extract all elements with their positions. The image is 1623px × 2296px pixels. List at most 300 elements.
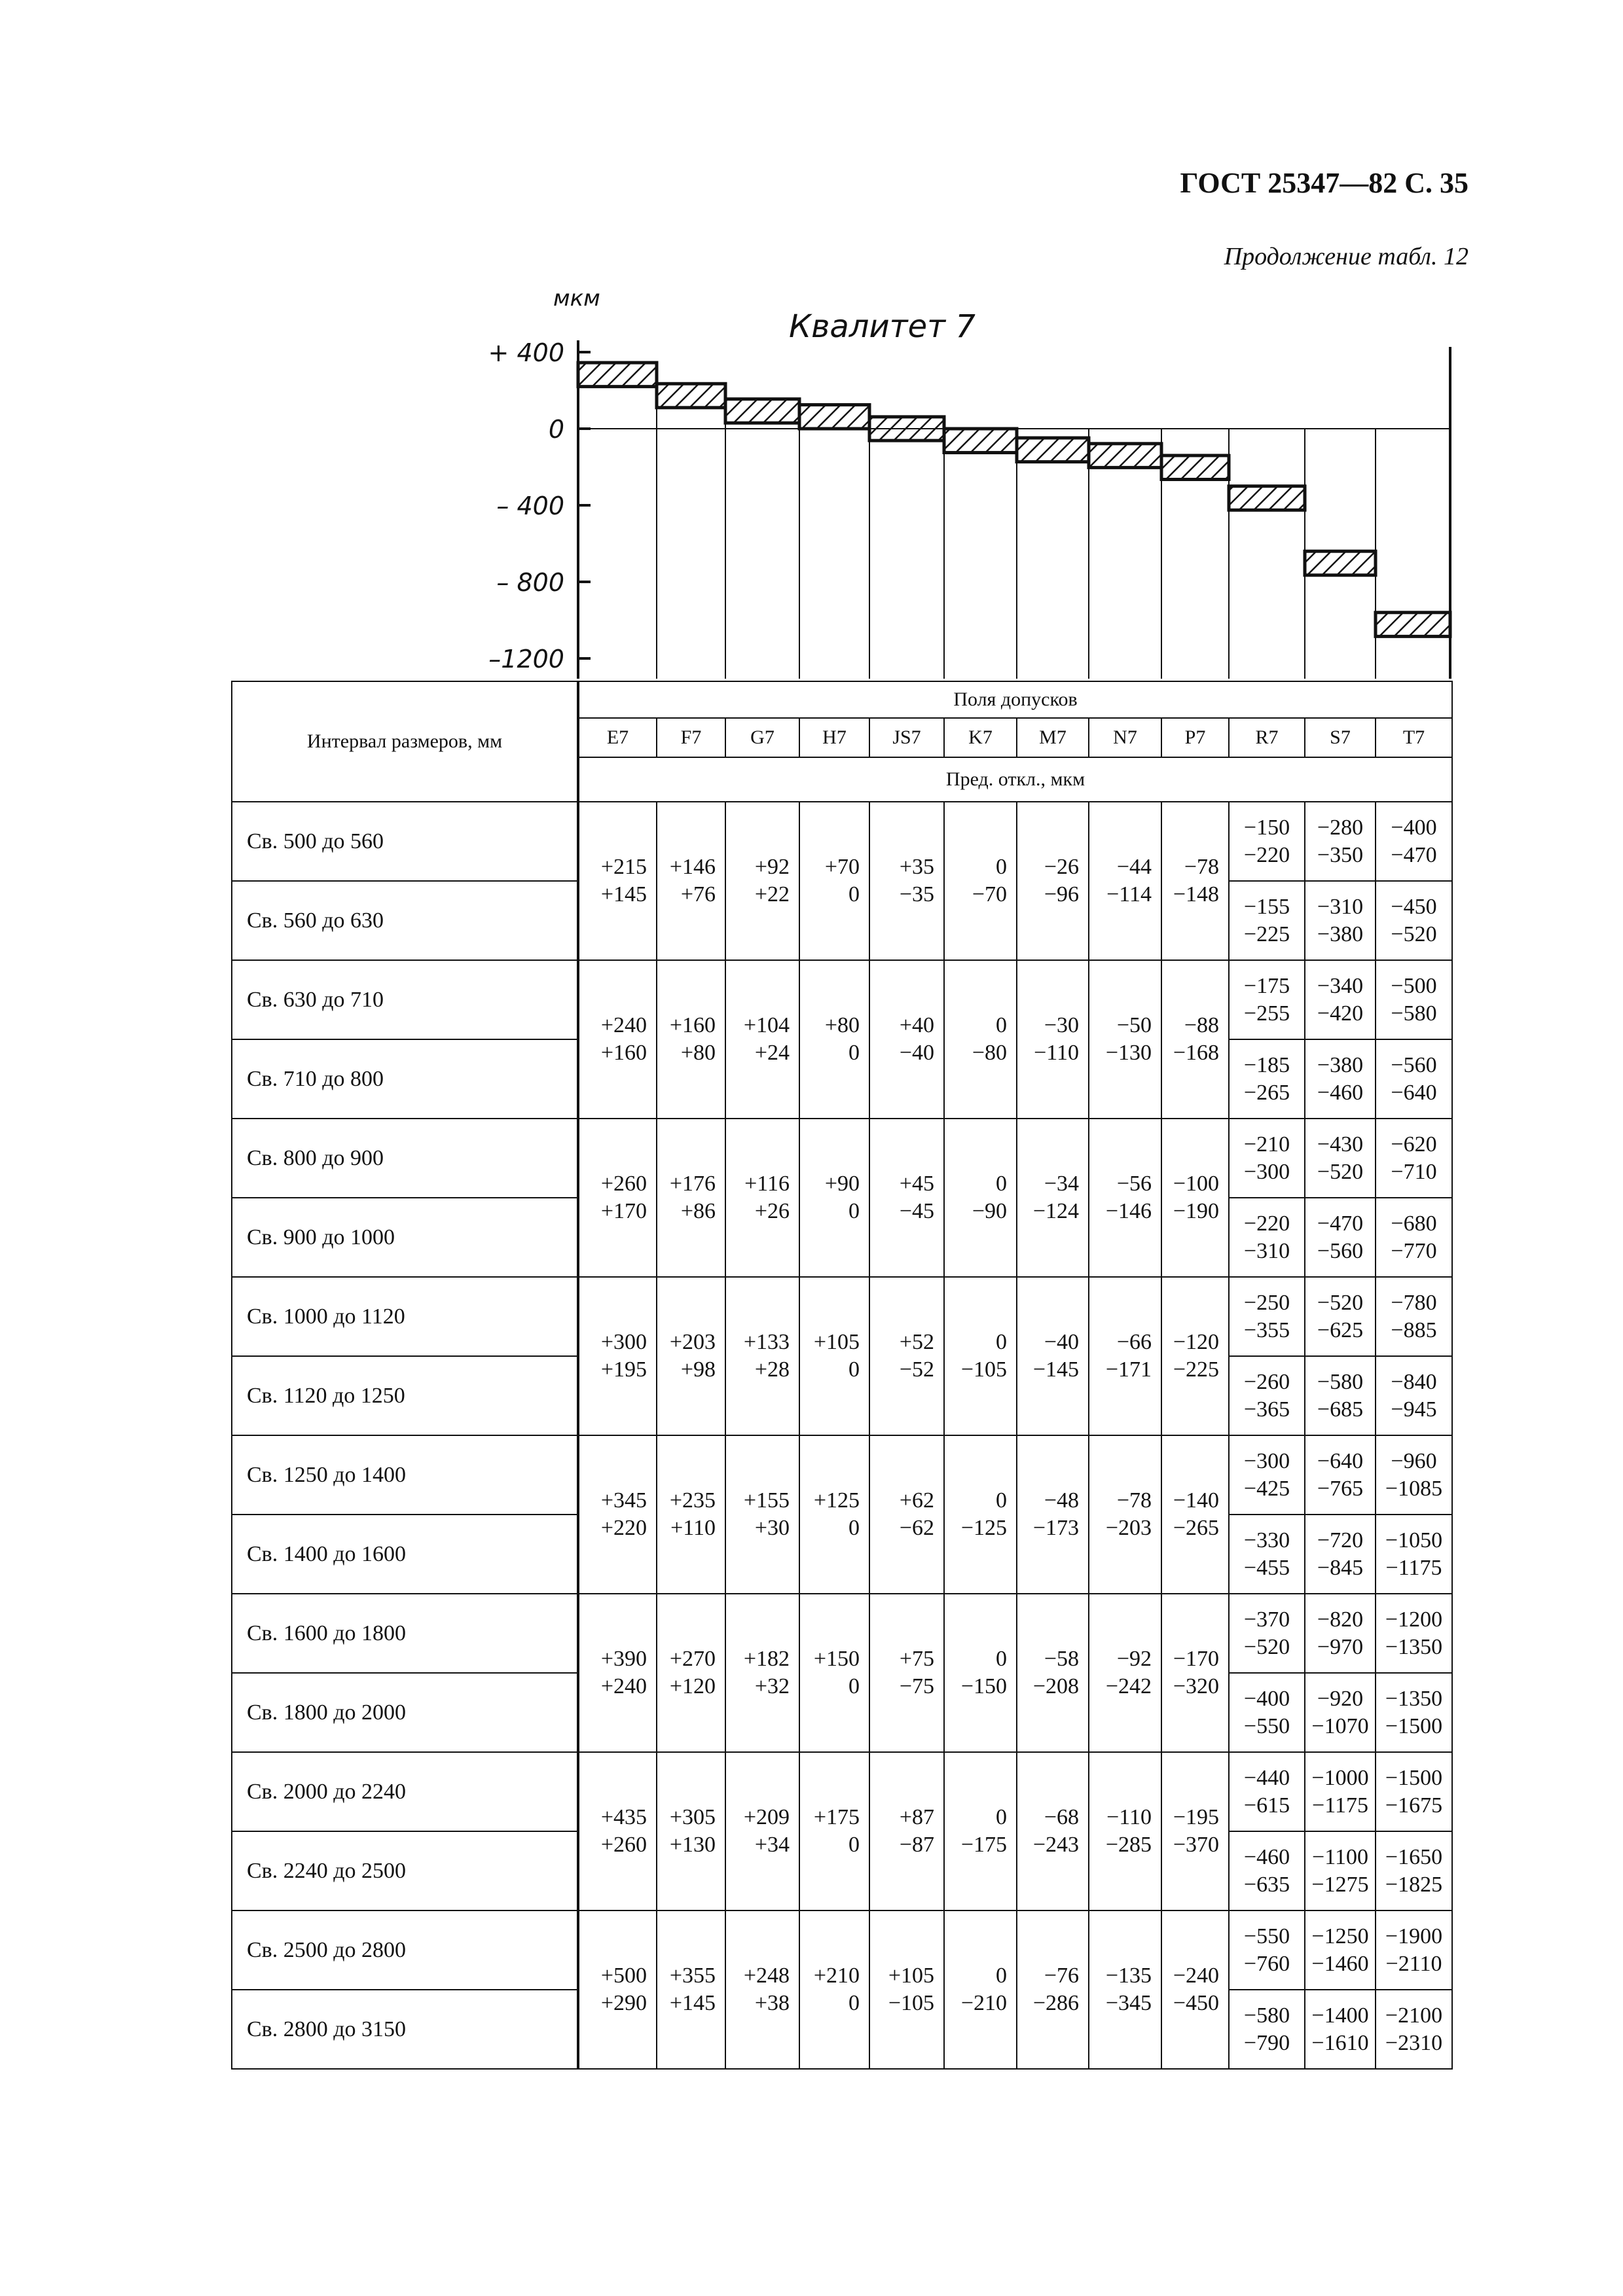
deviation-cell-n7 xyxy=(1089,1119,1161,1277)
lower-deviation: −114 xyxy=(1106,882,1152,906)
deviation-cell-p7 xyxy=(1161,1119,1229,1277)
deviation-cell-s7 xyxy=(1305,960,1376,1039)
upper-deviation: −44 xyxy=(1116,855,1152,879)
lower-deviation: +130 xyxy=(669,1833,716,1857)
column-header-f7 xyxy=(657,718,725,757)
lower-deviation: −450 xyxy=(1173,1991,1219,2015)
lower-deviation: +22 xyxy=(754,882,790,906)
lower-deviation: −845 xyxy=(1317,1555,1364,1580)
upper-deviation: −110 xyxy=(1106,1805,1152,1829)
deviation-cell-e7 xyxy=(578,802,657,960)
deviation-cell-js7 xyxy=(869,1910,944,2069)
lower-deviation: −550 xyxy=(1243,1713,1290,1738)
deviation-cell-e7 xyxy=(578,1910,657,2069)
upper-deviation: −195 xyxy=(1173,1805,1219,1829)
lower-deviation: −2310 xyxy=(1385,2030,1443,2055)
deviation-cell-s7 xyxy=(1305,1990,1376,2069)
lower-deviation: +76 xyxy=(680,882,716,906)
upper-deviation: −580 xyxy=(1243,2003,1290,2028)
interval-label xyxy=(232,1198,578,1277)
lower-deviation: +86 xyxy=(680,1199,716,1223)
interval-label xyxy=(232,1356,578,1435)
upper-deviation: −1250 xyxy=(1311,1924,1369,1948)
column-header-g7 xyxy=(725,718,799,757)
lower-deviation: −35 xyxy=(899,882,934,906)
upper-deviation: 0 xyxy=(996,855,1007,879)
lower-deviation: −1675 xyxy=(1385,1793,1443,1818)
deviation-cell-r7 xyxy=(1229,1990,1305,2069)
tolerance-chart xyxy=(0,0,1623,694)
upper-deviation: +150 xyxy=(813,1647,860,1671)
deviation-cell-s7 xyxy=(1305,1910,1376,1990)
lower-deviation: −171 xyxy=(1105,1357,1152,1382)
lower-deviation: −168 xyxy=(1173,1041,1219,1065)
upper-deviation: +87 xyxy=(899,1805,934,1829)
deviation-cell-n7 xyxy=(1089,1277,1161,1435)
upper-deviation: −48 xyxy=(1044,1488,1079,1513)
deviation-cell-e7 xyxy=(578,1277,657,1435)
upper-deviation: −220 xyxy=(1243,1211,1290,1236)
interval-label-text: Св. 1120 до 1250 xyxy=(247,1383,405,1408)
deviation-cell-p7 xyxy=(1161,1277,1229,1435)
deviation-cell-k7 xyxy=(944,1277,1017,1435)
deviation-cell-g7 xyxy=(725,1910,799,2069)
upper-deviation: −260 xyxy=(1243,1369,1290,1394)
deviation-cell-n7 xyxy=(1089,1435,1161,1594)
deviation-cell-m7 xyxy=(1017,1594,1089,1752)
deviation-cell-p7 xyxy=(1161,1910,1229,2069)
upper-deviation: 0 xyxy=(996,1172,1007,1196)
column-header-m7 xyxy=(1017,718,1089,757)
deviation-cell-js7 xyxy=(869,1435,944,1594)
chart-bar-f7 xyxy=(657,384,725,408)
chart-bar-n7 xyxy=(1089,444,1161,468)
lower-deviation: +240 xyxy=(600,1674,647,1698)
deviation-cell-h7 xyxy=(799,802,869,960)
deviation-cell-s7 xyxy=(1305,1119,1376,1198)
lower-deviation: +145 xyxy=(669,1991,716,2015)
deviation-header xyxy=(578,757,1452,802)
deviation-cell-p7 xyxy=(1161,802,1229,960)
lower-deviation: −455 xyxy=(1243,1555,1290,1580)
column-header-p7 xyxy=(1161,718,1229,757)
lower-deviation: −124 xyxy=(1032,1199,1079,1223)
deviation-cell-m7 xyxy=(1017,802,1089,960)
upper-deviation: −470 xyxy=(1317,1211,1364,1236)
upper-deviation: −78 xyxy=(1184,855,1219,879)
upper-deviation: −140 xyxy=(1173,1488,1219,1513)
lower-deviation: +26 xyxy=(754,1199,790,1223)
table-row xyxy=(232,1752,1452,1831)
lower-deviation: 0 xyxy=(848,1357,860,1382)
deviation-cell-g7 xyxy=(725,960,799,1119)
lower-deviation: −790 xyxy=(1243,2030,1290,2055)
chart-bar-g7 xyxy=(725,399,799,423)
lower-deviation: −145 xyxy=(1032,1357,1079,1382)
interval-label xyxy=(232,1277,578,1356)
deviation-cell-r7 xyxy=(1229,960,1305,1039)
upper-deviation: +125 xyxy=(813,1488,860,1513)
lower-deviation: −615 xyxy=(1243,1793,1290,1818)
deviation-cell-t7 xyxy=(1376,1752,1452,1831)
upper-deviation: −1050 xyxy=(1385,1528,1443,1552)
lower-deviation: −220 xyxy=(1243,842,1290,867)
upper-deviation: +52 xyxy=(899,1330,934,1354)
deviation-cell-t7 xyxy=(1376,1198,1452,1277)
deviation-cell-s7 xyxy=(1305,1435,1376,1515)
column-header-label: S7 xyxy=(1330,726,1351,748)
lower-deviation: −640 xyxy=(1391,1080,1437,1105)
lower-deviation: −110 xyxy=(1034,1041,1079,1065)
upper-deviation: +90 xyxy=(824,1172,860,1196)
chart-tick-label: –1200 xyxy=(488,645,564,673)
upper-deviation: −26 xyxy=(1044,855,1079,879)
deviation-cell-t7 xyxy=(1376,1673,1452,1752)
upper-deviation: −1100 xyxy=(1312,1844,1368,1869)
upper-deviation: 0 xyxy=(996,1013,1007,1037)
lower-deviation: +120 xyxy=(669,1674,716,1698)
upper-deviation: −300 xyxy=(1243,1448,1290,1473)
deviation-cell-h7 xyxy=(799,1910,869,2069)
upper-deviation: +235 xyxy=(669,1488,716,1513)
column-header-label: F7 xyxy=(680,726,702,748)
lower-deviation: −242 xyxy=(1105,1674,1152,1698)
upper-deviation: +270 xyxy=(669,1647,716,1671)
deviation-cell-k7 xyxy=(944,1910,1017,2069)
upper-deviation: −135 xyxy=(1105,1964,1152,1988)
deviation-cell-s7 xyxy=(1305,1673,1376,1752)
upper-deviation: +390 xyxy=(600,1647,647,1671)
column-header-label: M7 xyxy=(1039,726,1067,748)
upper-deviation: −88 xyxy=(1184,1013,1219,1037)
lower-deviation: +170 xyxy=(600,1199,647,1223)
column-header-label: G7 xyxy=(750,726,775,748)
lower-deviation: −1500 xyxy=(1385,1713,1443,1738)
lower-deviation: −148 xyxy=(1173,882,1219,906)
deviation-cell-t7 xyxy=(1376,1831,1452,1910)
column-header-e7 xyxy=(578,718,657,757)
deviation-cell-js7 xyxy=(869,1752,944,1910)
deviation-cell-t7 xyxy=(1376,1277,1452,1356)
table-row xyxy=(232,960,1452,1039)
upper-deviation: −66 xyxy=(1116,1330,1152,1354)
upper-deviation: −175 xyxy=(1243,973,1290,998)
upper-deviation: −78 xyxy=(1116,1488,1152,1513)
lower-deviation: −1175 xyxy=(1312,1793,1368,1818)
chart-bar-r7 xyxy=(1229,486,1305,511)
lower-deviation: −765 xyxy=(1317,1476,1364,1501)
deviation-cell-n7 xyxy=(1089,1910,1161,2069)
lower-deviation: −320 xyxy=(1173,1674,1219,1698)
upper-deviation: −240 xyxy=(1173,1964,1219,1988)
deviation-cell-m7 xyxy=(1017,1277,1089,1435)
upper-deviation: +62 xyxy=(899,1488,934,1513)
upper-deviation: +248 xyxy=(743,1964,790,1988)
upper-deviation: −340 xyxy=(1317,973,1364,998)
lower-deviation: +98 xyxy=(680,1357,716,1382)
lower-deviation: −90 xyxy=(972,1199,1007,1223)
interval-label xyxy=(232,881,578,960)
chart-bar-t7 xyxy=(1376,613,1450,637)
chart-tick-label: 0 xyxy=(548,415,564,444)
upper-deviation: +105 xyxy=(813,1330,860,1354)
lower-deviation: −1350 xyxy=(1385,1634,1443,1659)
chart-bar-e7 xyxy=(578,363,657,387)
interval-label-text: Св. 1250 до 1400 xyxy=(247,1462,407,1487)
deviation-cell-r7 xyxy=(1229,1752,1305,1831)
upper-deviation: −580 xyxy=(1317,1369,1364,1394)
upper-deviation: +80 xyxy=(824,1013,860,1037)
upper-deviation: +500 xyxy=(600,1964,647,1988)
deviation-cell-h7 xyxy=(799,1594,869,1752)
deviation-cell-m7 xyxy=(1017,1435,1089,1594)
lower-deviation: −770 xyxy=(1391,1238,1437,1263)
deviation-cell-r7 xyxy=(1229,1594,1305,1673)
deviation-header-text: Пред. откл., мкм xyxy=(945,768,1085,790)
lower-deviation: +32 xyxy=(754,1674,790,1698)
upper-deviation: +345 xyxy=(600,1488,647,1513)
column-header-s7 xyxy=(1305,718,1376,757)
upper-deviation: 0 xyxy=(996,1330,1007,1354)
lower-deviation: −190 xyxy=(1173,1199,1219,1223)
upper-deviation: −500 xyxy=(1391,973,1437,998)
upper-deviation: −640 xyxy=(1317,1448,1364,1473)
lower-deviation: +290 xyxy=(600,1991,647,2015)
lower-deviation: −52 xyxy=(899,1357,934,1382)
deviation-cell-t7 xyxy=(1376,960,1452,1039)
deviation-cell-e7 xyxy=(578,1435,657,1594)
deviation-cell-s7 xyxy=(1305,802,1376,881)
lower-deviation: −125 xyxy=(960,1516,1007,1540)
lower-deviation: −208 xyxy=(1032,1674,1079,1698)
interval-label xyxy=(232,1435,578,1515)
deviation-cell-t7 xyxy=(1376,802,1452,881)
deviation-cell-s7 xyxy=(1305,1198,1376,1277)
interval-label-text: Св. 2240 до 2500 xyxy=(247,1858,407,1883)
upper-deviation: +260 xyxy=(600,1172,647,1196)
column-header-h7 xyxy=(799,718,869,757)
upper-deviation: −100 xyxy=(1173,1172,1219,1196)
chart-bar-p7 xyxy=(1161,456,1229,480)
lower-deviation: −1275 xyxy=(1311,1872,1369,1897)
interval-label xyxy=(232,960,578,1039)
table-row xyxy=(232,1594,1452,1673)
deviation-cell-s7 xyxy=(1305,1515,1376,1594)
lower-deviation: +195 xyxy=(600,1357,647,1382)
fields-header xyxy=(578,681,1452,718)
upper-deviation: −400 xyxy=(1391,815,1437,840)
upper-deviation: −920 xyxy=(1317,1686,1364,1711)
lower-deviation: −175 xyxy=(960,1833,1007,1857)
column-header-label: K7 xyxy=(968,726,993,748)
deviation-cell-f7 xyxy=(657,1910,725,2069)
chart-tick-label: – 800 xyxy=(496,568,564,597)
deviation-cell-k7 xyxy=(944,1752,1017,1910)
upper-deviation: −960 xyxy=(1391,1448,1437,1473)
deviation-cell-m7 xyxy=(1017,1910,1089,2069)
interval-label-text: Св. 900 до 1000 xyxy=(247,1225,395,1249)
lower-deviation: −625 xyxy=(1317,1318,1364,1342)
lower-deviation: −1610 xyxy=(1311,2030,1369,2055)
interval-label xyxy=(232,1039,578,1119)
deviation-cell-r7 xyxy=(1229,1119,1305,1198)
upper-deviation: +104 xyxy=(743,1013,790,1037)
upper-deviation: +40 xyxy=(899,1013,934,1037)
deviation-cell-p7 xyxy=(1161,960,1229,1119)
lower-deviation: +160 xyxy=(600,1041,647,1065)
lower-deviation: −345 xyxy=(1105,1991,1152,2015)
lower-deviation: −105 xyxy=(960,1357,1007,1382)
continuation-note: Продолжение табл. 12 xyxy=(1224,243,1468,270)
deviation-cell-f7 xyxy=(657,1277,725,1435)
lower-deviation: −350 xyxy=(1317,842,1364,867)
upper-deviation: +182 xyxy=(743,1647,790,1671)
lower-deviation: −173 xyxy=(1032,1516,1079,1540)
lower-deviation: −62 xyxy=(899,1516,934,1540)
deviation-cell-f7 xyxy=(657,960,725,1119)
lower-deviation: −70 xyxy=(972,882,1007,906)
lower-deviation: −710 xyxy=(1391,1159,1437,1184)
lower-deviation: 0 xyxy=(848,1991,860,2015)
upper-deviation: +210 xyxy=(813,1964,860,1988)
lower-deviation: −265 xyxy=(1173,1516,1219,1540)
lower-deviation: −286 xyxy=(1032,1991,1079,2015)
interval-label xyxy=(232,1515,578,1594)
deviation-cell-s7 xyxy=(1305,881,1376,960)
lower-deviation: −685 xyxy=(1317,1397,1364,1422)
lower-deviation: −1070 xyxy=(1311,1713,1369,1738)
upper-deviation: +240 xyxy=(600,1013,647,1037)
deviation-cell-f7 xyxy=(657,1119,725,1277)
deviation-cell-f7 xyxy=(657,1435,725,1594)
deviation-cell-h7 xyxy=(799,1119,869,1277)
deviation-cell-e7 xyxy=(578,1119,657,1277)
interval-label-text: Св. 1800 до 2000 xyxy=(247,1700,407,1725)
interval-label xyxy=(232,1119,578,1198)
lower-deviation: −300 xyxy=(1243,1159,1290,1184)
deviation-cell-r7 xyxy=(1229,1198,1305,1277)
lower-deviation: −225 xyxy=(1173,1357,1219,1382)
deviation-cell-s7 xyxy=(1305,1594,1376,1673)
upper-deviation: +116 xyxy=(744,1172,790,1196)
column-header-t7 xyxy=(1376,718,1452,757)
upper-deviation: +435 xyxy=(600,1805,647,1829)
fields-header-text: Поля допусков xyxy=(953,689,1078,710)
upper-deviation: −185 xyxy=(1243,1052,1290,1077)
upper-deviation: +176 xyxy=(669,1172,716,1196)
interval-label xyxy=(232,1673,578,1752)
upper-deviation: +146 xyxy=(669,855,716,879)
deviation-cell-js7 xyxy=(869,1119,944,1277)
lower-deviation: −460 xyxy=(1317,1080,1364,1105)
chart-tick-label: – 400 xyxy=(496,492,564,520)
deviation-cell-r7 xyxy=(1229,1435,1305,1515)
lower-deviation: −1460 xyxy=(1311,1951,1369,1976)
deviation-cell-m7 xyxy=(1017,960,1089,1119)
interval-label xyxy=(232,1831,578,1910)
lower-deviation: −355 xyxy=(1243,1318,1290,1342)
upper-deviation: +300 xyxy=(600,1330,647,1354)
interval-label-text: Св. 2500 до 2800 xyxy=(247,1937,407,1962)
table-row xyxy=(232,1277,1452,1356)
lower-deviation: −40 xyxy=(899,1041,934,1065)
deviation-cell-r7 xyxy=(1229,1910,1305,1990)
deviation-cell-js7 xyxy=(869,1277,944,1435)
lower-deviation: −520 xyxy=(1391,922,1437,946)
deviation-cell-g7 xyxy=(725,802,799,960)
chart-bar-m7 xyxy=(1017,438,1089,462)
lower-deviation: −885 xyxy=(1391,1318,1437,1342)
lower-deviation: −1175 xyxy=(1385,1555,1442,1580)
lower-deviation: 0 xyxy=(848,1041,860,1065)
upper-deviation: −34 xyxy=(1044,1172,1079,1196)
column-header-r7 xyxy=(1229,718,1305,757)
chart-bar-h7 xyxy=(799,404,869,429)
lower-deviation: −285 xyxy=(1105,1833,1152,1857)
lower-deviation: 0 xyxy=(848,882,860,906)
deviation-cell-f7 xyxy=(657,802,725,960)
deviation-cell-g7 xyxy=(725,1752,799,1910)
deviation-cell-k7 xyxy=(944,802,1017,960)
deviation-cell-r7 xyxy=(1229,802,1305,881)
upper-deviation: 0 xyxy=(996,1647,1007,1671)
chart-tick-label: + 400 xyxy=(488,338,564,367)
column-header-label: T7 xyxy=(1402,726,1425,748)
upper-deviation: +105 xyxy=(888,1964,934,1988)
deviation-cell-h7 xyxy=(799,960,869,1119)
lower-deviation: −75 xyxy=(899,1674,934,1698)
upper-deviation: +203 xyxy=(669,1330,716,1354)
lower-deviation: +260 xyxy=(600,1833,647,1857)
column-header-n7 xyxy=(1089,718,1161,757)
deviation-cell-h7 xyxy=(799,1435,869,1594)
deviation-cell-n7 xyxy=(1089,1752,1161,1910)
upper-deviation: −56 xyxy=(1116,1172,1152,1196)
deviation-cell-e7 xyxy=(578,1752,657,1910)
upper-deviation: −120 xyxy=(1173,1330,1219,1354)
column-header-k7 xyxy=(944,718,1017,757)
deviation-cell-n7 xyxy=(1089,802,1161,960)
upper-deviation: −560 xyxy=(1391,1052,1437,1077)
deviation-cell-k7 xyxy=(944,1435,1017,1594)
lower-deviation: −310 xyxy=(1243,1238,1290,1263)
deviation-cell-t7 xyxy=(1376,1356,1452,1435)
lower-deviation: −2110 xyxy=(1385,1951,1442,1976)
deviation-cell-r7 xyxy=(1229,881,1305,960)
lower-deviation: −203 xyxy=(1105,1516,1152,1540)
lower-deviation: +145 xyxy=(600,882,647,906)
upper-deviation: +133 xyxy=(743,1330,790,1354)
upper-deviation: +35 xyxy=(899,855,934,879)
upper-deviation: −210 xyxy=(1243,1132,1290,1157)
column-header-label: H7 xyxy=(822,726,847,748)
upper-deviation: −1900 xyxy=(1385,1924,1443,1948)
lower-deviation: +110 xyxy=(670,1516,716,1540)
upper-deviation: +355 xyxy=(669,1964,716,1988)
upper-deviation: −620 xyxy=(1391,1132,1437,1157)
table-row xyxy=(232,1910,1452,1990)
lower-deviation: −265 xyxy=(1243,1080,1290,1105)
upper-deviation: −1400 xyxy=(1311,2003,1369,2028)
upper-deviation: +92 xyxy=(754,855,790,879)
deviation-cell-t7 xyxy=(1376,1515,1452,1594)
lower-deviation: 0 xyxy=(848,1516,860,1540)
lower-deviation: −130 xyxy=(1105,1041,1152,1065)
deviation-cell-t7 xyxy=(1376,1435,1452,1515)
column-header-label: JS7 xyxy=(892,726,921,748)
column-header-label: R7 xyxy=(1255,726,1279,748)
upper-deviation: −1200 xyxy=(1385,1607,1443,1632)
